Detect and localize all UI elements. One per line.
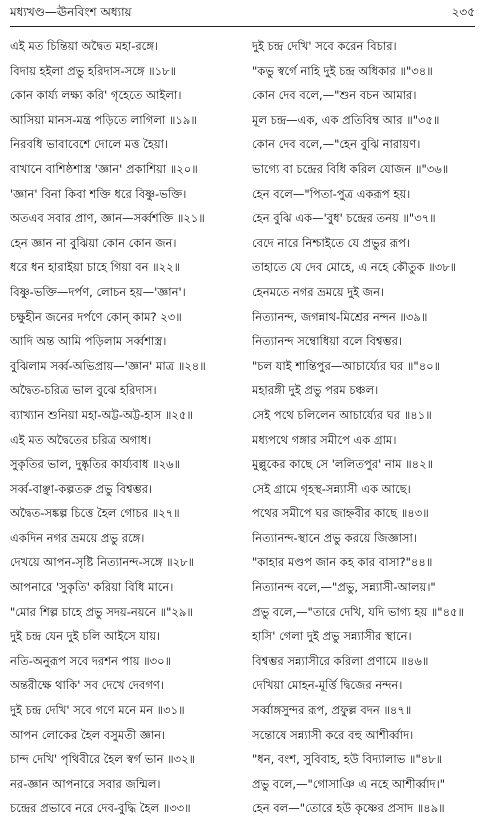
verse-line: বুঝিলাম সর্ব্ব-অভিপ্রায়—'জ্ঞান' মাত্র ॥২৪॥ bbox=[10, 358, 206, 373]
verse-line: মধ্যপথে গঙ্গার সমীপে এক গ্রাম। bbox=[252, 432, 397, 447]
verse-line: পথের সমীপে ঘর জাহ্নবীর কাছে ॥৪৩॥ bbox=[252, 506, 429, 521]
verse-line: আদি অন্ত আমি পড়িলাম সর্ব্বশাস্ত্র। bbox=[10, 334, 167, 349]
verse-line: বিদায় হইলা প্রভু হরিদাস-সঙ্গে ॥১৮॥ bbox=[10, 63, 177, 78]
verse-line: প্রভু বলে,—"গোসাঞি এ নহে আশীর্ব্বাদ।" bbox=[252, 776, 445, 791]
left-column bbox=[10, 34, 242, 821]
verse-line: "কভু স্বর্গে নাহি দুই চন্দ্র অধিকার ॥"৩৪॥ bbox=[252, 63, 433, 78]
verse-line: নিরবধি ভাবাবেশে দোলে মত্ত হৈয়া। bbox=[10, 137, 169, 152]
verse-line: সন্তোষে সন্ন্যাসী করে বহু আশীর্ব্বাদ। bbox=[252, 727, 414, 742]
header-rule bbox=[10, 26, 475, 27]
verse-line: আপন লোকের হৈল বসুমতী জ্ঞান। bbox=[10, 727, 166, 742]
verse-line: দুই চন্দ্র যেন দুই চলি আইসে যায়। bbox=[10, 629, 161, 644]
verse-line: দুই চন্দ্র দেখি' সবে গণে মনে মন ॥৩১॥ bbox=[10, 703, 185, 718]
verse-line: মহারঙ্গী দুই প্রভু পরম চঞ্চল। bbox=[252, 383, 379, 398]
verse-line: হেন বল—"তোরে হউ কৃষ্ণের প্রসাদ ॥৪৯॥ bbox=[252, 801, 445, 816]
verse-line: কোন দেব বলে,—"শুন বচন আমার। bbox=[252, 88, 417, 103]
verse-line: ভাগ্যে বা চন্দ্রের বিধি করিল যোজন ॥"৩৬॥ bbox=[252, 161, 449, 176]
verse-line: নিত্যানন্দ বলে,—"প্রভু, সন্ন্যাসী-আলয়।" bbox=[252, 580, 436, 595]
verse-line: নিত্যানন্দ-স্থানে প্রভু করয়ে জিজ্ঞাসা। bbox=[252, 530, 417, 545]
verse-line: অদ্বৈত-সঙ্কল্প চিত্তে হৈল গোচর ॥২৭॥ bbox=[10, 506, 180, 521]
verse-line: 'জ্ঞান' বিনা কিবা শক্তি ধরে বিষ্ণু-ভক্তি। bbox=[10, 186, 187, 201]
running-header bbox=[10, 4, 475, 24]
verse-line: মূল চন্দ্র—এক, এক প্রতিবিম্ব আর ॥"৩৫॥ bbox=[252, 112, 440, 127]
verse-line: অতএব সবার প্রাণ, জ্ঞান—সর্ব্বশক্তি ॥২১॥ bbox=[10, 211, 205, 226]
verse-line: "কাহার মণ্ডপ জান কহ কার বাসা?"৪৪॥ bbox=[252, 555, 433, 570]
verse-line: মুল্লুকের কাছে সে 'ললিতপুর' নাম ॥৪২॥ bbox=[252, 457, 434, 472]
verse-line: সুকৃতির ভাল, দুষ্কৃতির কার্য্যবাধ ॥২৬॥ bbox=[10, 457, 181, 472]
verse-line: "ধন, বংশ, সুবিবাহ, হউ বিদ্যালাভ ॥"৪৮॥ bbox=[252, 752, 443, 767]
verse-line: কোন দেব বলে,—"হেন বুঝি নারায়ণ। bbox=[252, 137, 421, 152]
chapter-heading: মধ্যখণ্ড—ঊনবিংশ অধ্যায় bbox=[10, 5, 132, 19]
verse-line: নতি-অনুরূপ সবে দরশন পায় ॥৩০॥ bbox=[10, 653, 172, 668]
verse-line: হেন জ্ঞান না বুঝিয়া কোন কোন জন। bbox=[10, 235, 177, 250]
verse-line: এই মত অদ্বৈতের চরিত্র অগাধ। bbox=[10, 432, 152, 447]
verse-line: হেন বুঝি এক—'বুধ' চন্দ্রের তনয় ॥"৩৭॥ bbox=[252, 211, 436, 226]
verse-line: আপনারে 'সুকৃতি' করিয়া বিধি মানে। bbox=[10, 580, 174, 595]
verse-line: হাসি' গেলা দুই প্রভু সন্ন্যাসীর স্থানে। bbox=[252, 629, 412, 644]
verse-line: কোন কার্য্য লক্ষ্য করি' গৃহেতে আইলা। bbox=[10, 88, 182, 103]
verse-line: "মোর শিল্প চাহে প্রভু সদয়-নয়নে ॥"২৯॥ bbox=[10, 604, 193, 619]
verse-line: সর্ব্বাঙ্গসুন্দর রূপ, প্রফুল্ল বদন ॥৪৭॥ bbox=[252, 703, 412, 718]
verse-line: দেখিয়া মোহন-মূর্ত্তি দ্বিজের নন্দন। bbox=[252, 678, 403, 693]
verse-line: অদ্বৈত-চরিত্র ভাল বুঝে হরিদাস। bbox=[10, 383, 157, 398]
verse-line: বিষ্ণু-ভক্তি—দর্পণ, লোচন হয়—'জ্ঞান'। bbox=[10, 284, 186, 299]
verse-line: সর্ব্ব-বাঞ্ছা-কল্পতরু প্রভু বিশ্বম্ভর। bbox=[10, 481, 153, 496]
verse-line: নিত্যানন্দ সম্বোধিয়া বলে বিশ্বম্ভর। bbox=[252, 334, 403, 349]
page-number: ২৩৫ bbox=[451, 5, 475, 19]
verse-line: হেনমতে নগর ভ্রময়ে দুই জন। bbox=[252, 284, 385, 299]
verse-line: বিশ্বম্ভর সন্ন্যাসীরে করিলা প্রণামে ॥৪৬॥ bbox=[252, 653, 429, 668]
verse-line: সেই পথে চলিলেন আচার্য্যের ঘর ॥৪১॥ bbox=[252, 407, 432, 422]
verse-line: নিত্যানন্দ, জগন্নাথ-মিশ্রের নন্দন ॥৩৯॥ bbox=[252, 309, 428, 324]
verse-line: চান্দ দেখি' পৃথিবীরে হৈল স্বর্গ ভান ॥৩২॥ bbox=[10, 752, 196, 767]
verse-line: হেন বলে—"পিতা-পুত্র একরূপ হয়। bbox=[252, 186, 411, 201]
verse-line: দেখয়ে আপন-সৃষ্টি নিত্যানন্দ-সঙ্গে ॥২৮॥ bbox=[10, 555, 195, 570]
verse-line: অন্তরীক্ষে থাকি' সব দেখে দেবগণ। bbox=[10, 678, 164, 693]
verse-line: তাহাতে যে দেব মোহে, এ নহে কৌতুক ॥৩৮॥ bbox=[252, 260, 457, 275]
verse-line: একদিন নগর ভ্রময়ে প্রভু রঙ্গে। bbox=[10, 530, 145, 545]
verse-line: চক্ষুহীন জনের দর্পণে কোন্ কাম? ২৩॥ bbox=[10, 309, 182, 324]
verse-line: আসিয়া মানস-মন্ত্র পড়িতে লাগিলা ॥১৯॥ bbox=[10, 112, 197, 127]
verse-line: "চল যাই শান্তিপুর—আচার্য্যের ঘর ॥"৪০॥ bbox=[252, 358, 441, 373]
right-column bbox=[252, 34, 484, 821]
verse-line: চন্দ্রের প্রভাবে নরে দেব-বুদ্ধি হৈল ॥৩৩॥ bbox=[10, 801, 191, 816]
verse-line: দুই চন্দ্র দেখি' সবে করেন বিচার। bbox=[252, 39, 397, 53]
verse-line: ধরে ধন হারাইয়া চাহে গিয়া বন ॥২২॥ bbox=[10, 260, 181, 275]
verse-line: ব্যাখ্যান শুনিয়া মহা-অট্ট-অট্ট-হাস ॥২৫॥ bbox=[10, 407, 193, 422]
verse-line: এই মত চিন্তিয়া অদ্বৈত মহা-রঙ্গে। bbox=[10, 39, 159, 53]
verse-line: সেই গ্রামে গৃহস্থ-সন্ন্যাসী এক আছে। bbox=[252, 481, 411, 496]
verse-line: প্রভু বলে,—"তারে দেখি, যদি ভাগ্য হয় ॥"৪৫॥ bbox=[252, 604, 465, 619]
verse-line: বাখানে বাশিষ্ঠশাস্ত্র 'জ্ঞান' প্রকাশিয়া ॥২০॥ bbox=[10, 161, 198, 176]
verse-line: বেদে নারে নিশ্চাইতে যে প্রভুর রূপ। bbox=[252, 235, 411, 250]
verse-line: নর-জ্ঞান আপনারে সবার জন্মিল। bbox=[10, 776, 161, 791]
